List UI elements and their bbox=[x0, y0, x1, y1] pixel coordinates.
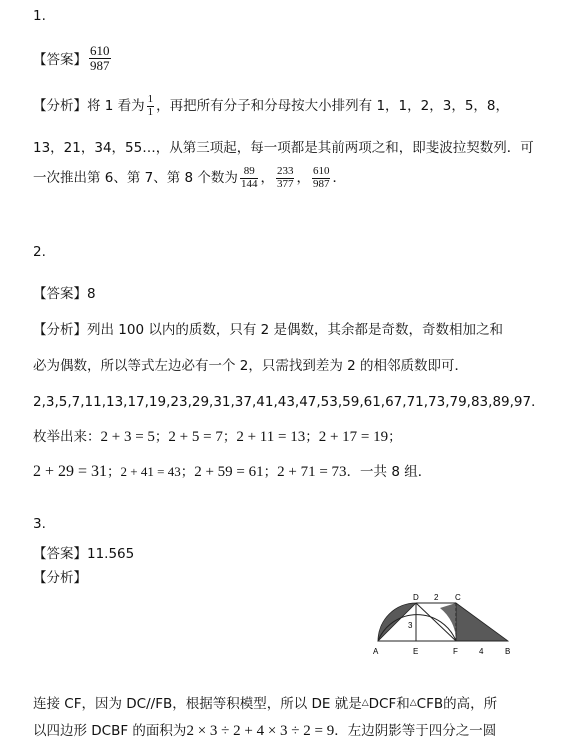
label-F: F bbox=[453, 647, 458, 656]
geometry-diagram bbox=[368, 590, 518, 660]
q2-primes: 2,3,5,7,11,13,17,19,23,29,31,37,41,43,47,53,59,61,67,71,73,79,83,89,97． bbox=[33, 394, 545, 410]
q2-enum-line1: 枚举出来：2 + 3 = 5；2 + 5 = 7；2 + 11 = 13；2 + 17 = 19； bbox=[33, 429, 402, 445]
q2-number: 2. bbox=[33, 244, 46, 260]
q1-answer bbox=[33, 44, 113, 72]
q1-number: 1. bbox=[33, 8, 46, 24]
label-D: D bbox=[413, 593, 419, 602]
triangle-symbol: △ bbox=[409, 698, 417, 708]
answer-label: 【答案】 bbox=[33, 52, 87, 69]
q2-analysis-line1: 【分析】列出 100 以内的质数，只有 2 是偶数，其余都是奇数，奇数相加之和 bbox=[33, 322, 504, 338]
right-shaded-triangle bbox=[456, 603, 508, 641]
q3-answer: 【答案】11.565 bbox=[33, 546, 135, 562]
fraction-7th: $\frac{233}{377}$ bbox=[276, 165, 294, 190]
q2-answer: 【答案】8 bbox=[33, 286, 96, 302]
q3-text-line1: 连接 CF，因为 DC//FB，根据等积模型，所以 DE 就是△DCF和△CFB的高，所 bbox=[33, 696, 498, 712]
label-fb: 4 bbox=[479, 647, 484, 656]
label-C: C bbox=[455, 593, 461, 602]
fraction-one: $\frac{1}{1}$ bbox=[147, 93, 154, 118]
q1-analysis-line2: 13，21，34，55…，从第三项起，每一项都是其前两项之和，即斐波拉契数列．可 bbox=[33, 140, 534, 156]
fraction-6th: $\frac{89}{144}$ bbox=[240, 165, 258, 190]
q2-enum-line2: 2 + 29 = 31；2 + 41 = 43；2 + 59 = 61；2 + 71 = 73．一共 8 组． bbox=[33, 463, 432, 480]
label-A: A bbox=[373, 647, 379, 656]
answer-fraction: $\frac{610}{987}$ bbox=[90, 43, 110, 73]
label-B: B bbox=[505, 647, 511, 656]
triangle-symbol: △ bbox=[361, 698, 369, 708]
q3-text-line2: 以四边形 DCBF 的面积为2 × 3 ÷ 2 + 4 × 3 ÷ 2 = 9．左边阴影等于四分之一圆 bbox=[33, 723, 497, 739]
label-dc: 2 bbox=[434, 593, 439, 602]
q1-analysis-line1: 【分析】将 1 看为 $\frac{1}{1}$ ，再把所有分子和分母按大小排列有 1，1，2，3，5，8， bbox=[33, 93, 509, 118]
q3-analysis-label: 【分析】 bbox=[33, 570, 87, 586]
q2-analysis-line2: 必为偶数，所以等式左边必有一个 2，只需找到差为 2 的相邻质数即可． bbox=[33, 358, 469, 374]
label-E: E bbox=[413, 647, 419, 656]
fraction-8th: $\frac{610}{987}$ bbox=[312, 165, 330, 190]
q3-number: 3. bbox=[33, 516, 46, 532]
q1-analysis-line3: 一次推出第 6、第 7、第 8 个数为 $\frac{89}{144}$ ， $\frac{233}{377}$ ， $\frac{610}{987}$ ． bbox=[33, 165, 346, 190]
label-de: 3 bbox=[408, 621, 413, 630]
